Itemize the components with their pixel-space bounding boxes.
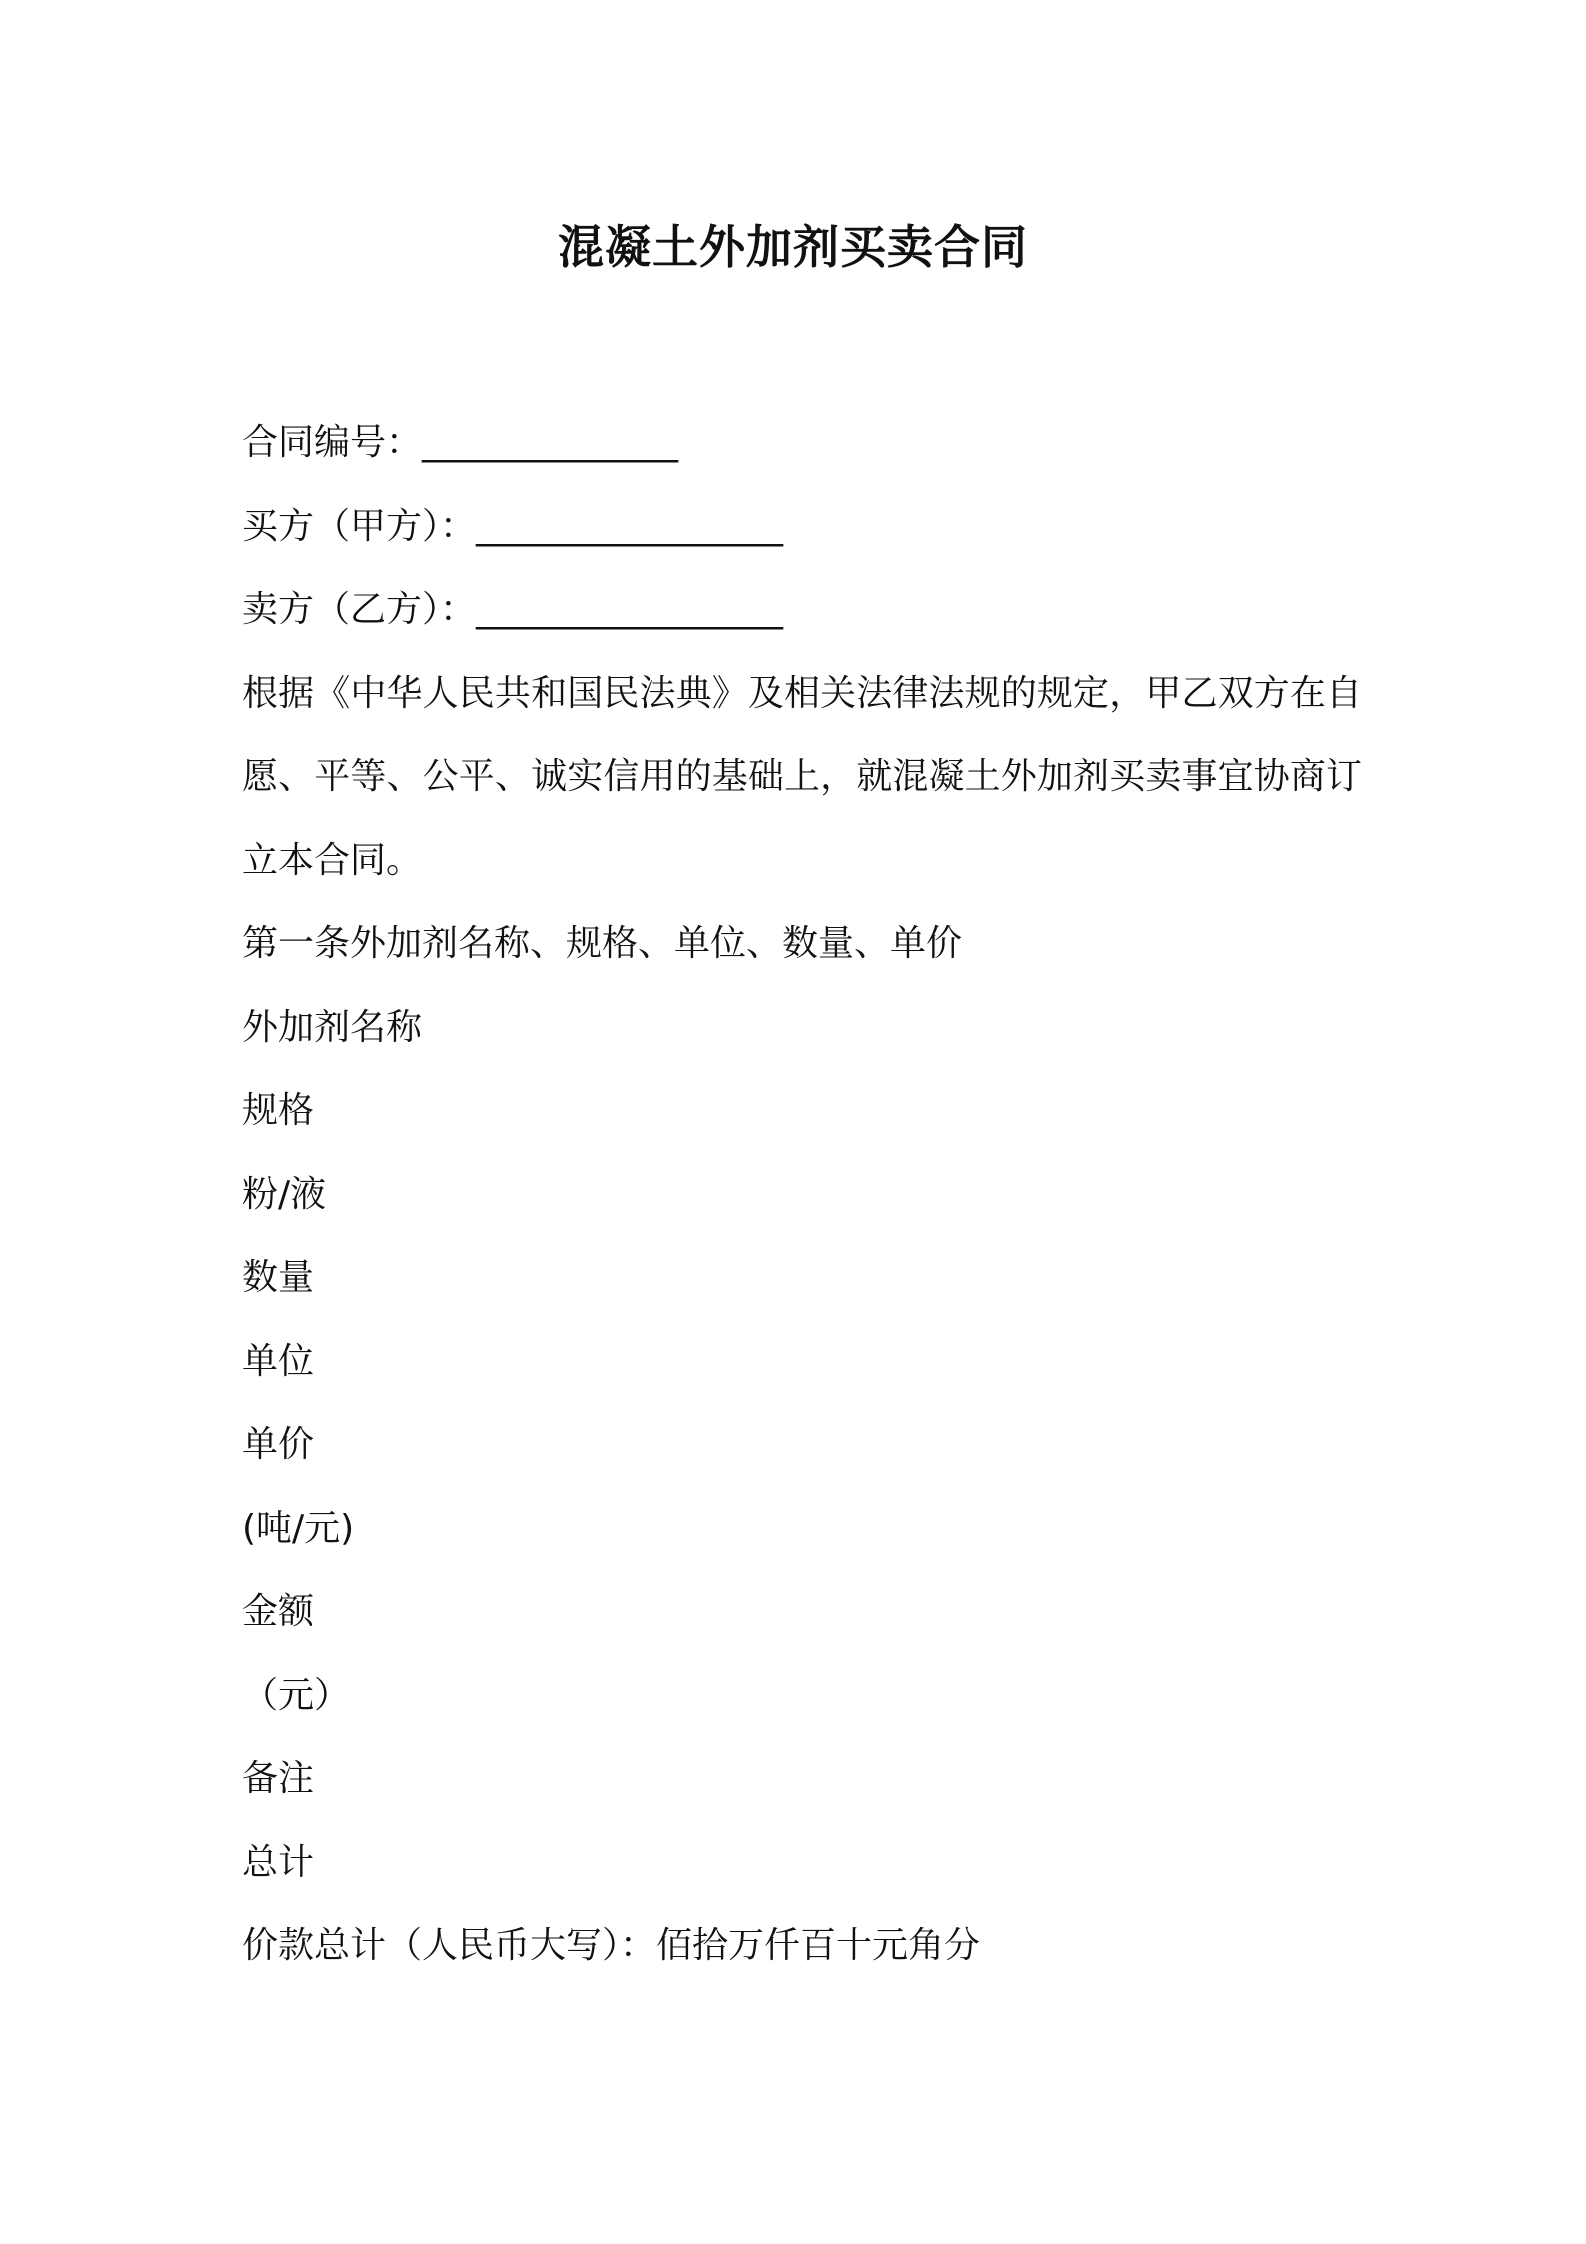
buyer-label: 买方（甲方）： <box>242 505 477 547</box>
item-form-label: 粉/液 <box>242 1173 327 1215</box>
item-unit-label: 单位 <box>242 1340 315 1382</box>
item-unit-price-label: 单价 <box>242 1424 315 1465</box>
buyer-blank: __________________ <box>476 505 783 547</box>
item-spec-label: 规格 <box>242 1090 315 1131</box>
document-title: 混凝土外加剂买卖合同 <box>558 220 1028 274</box>
item-remarks-label: 备注 <box>242 1758 315 1799</box>
contract-number-label: 合同编号： <box>242 422 423 463</box>
item-name-label: 外加剂名称 <box>242 1006 423 1048</box>
item-amount-label: 金额 <box>242 1591 315 1632</box>
contract-number-blank: _______________ <box>422 422 678 463</box>
item-unit-price-unit: (吨/元) <box>242 1507 355 1549</box>
seller-label: 卖方（乙方）： <box>242 589 477 630</box>
total-price-line: 价款总计（人民币大写）：佰拾万仟百十元角分 <box>242 1925 981 1966</box>
intro-paragraph: 根据《中华人民共和国民法典》及相关法律法规的规定，甲乙双方在自愿、平等、公平、诚实信用的基础上，就混凝土外加剂买卖事宜协商订立本合同。 <box>242 672 1362 881</box>
document-body <box>242 401 1362 1988</box>
contract-number-line <box>242 401 1362 485</box>
item-amount-unit: （元） <box>242 1674 351 1716</box>
item-total-label: 总计 <box>242 1841 315 1883</box>
seller-blank: __________________ <box>476 589 783 630</box>
item-quantity-label: 数量 <box>242 1257 315 1298</box>
article-1-heading: 第一条外加剂名称、规格、单位、数量、单价 <box>242 923 963 964</box>
seller-line <box>242 568 1362 652</box>
buyer-line <box>242 485 1362 569</box>
